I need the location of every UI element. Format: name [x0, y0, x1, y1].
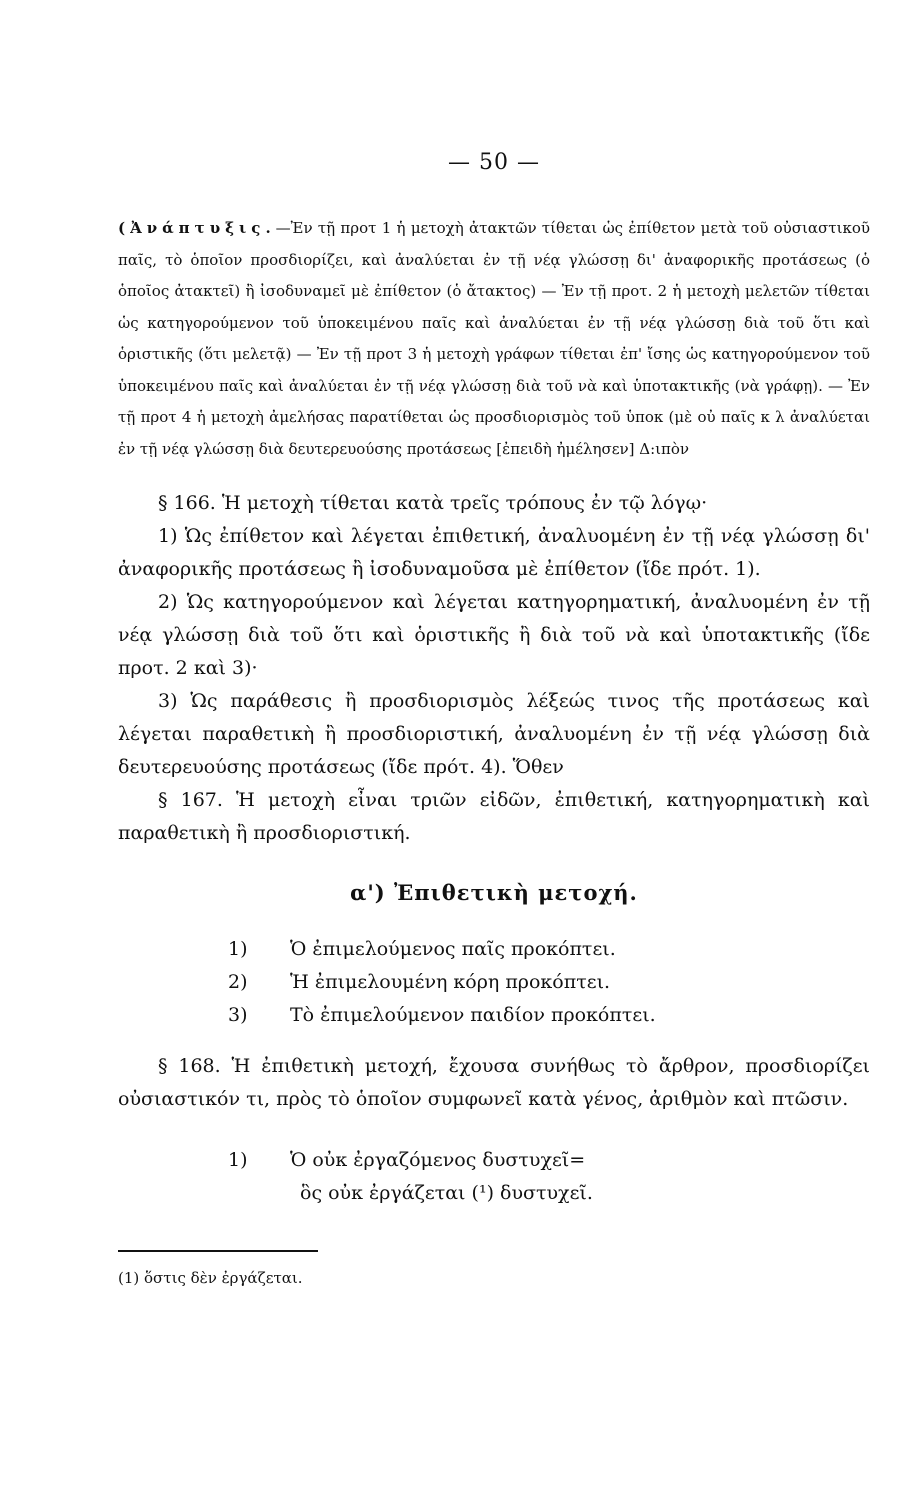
example-text: Ὁ ἐπιμελούμενος παῖς προκόπτει. [290, 938, 616, 960]
analysis-paragraph [118, 213, 870, 465]
section-166-point-1: 1) Ὡς ἐπίθετον καὶ λέγεται ἐπιθετική, ἀναλυομένη ἐν τῇ νέᾳ γλώσσῃ δι' ἀναφορικῆς προτάσεως ἢ ἰσοδυναμοῦσα μὲ ἐπίθετον (ἴδε πρότ. 1). [118, 525, 870, 580]
example-list [118, 933, 870, 1032]
section-166-point-3: 3) Ὡς παράθεσις ἢ προσδιορισμὸς λέξεώς τινος τῆς προτάσεως καὶ λέγεται παραθετικὴ ἢ προσδιοριστική, ἀναλυομένη ἐν τῇ νέᾳ γλώσσῃ διὰ δευτερευούσης προτάσεως (ἴδε πρότ. 4). Ὅθεν [118, 690, 870, 778]
example-continuation: ὃς οὐκ ἐργάζεται (¹) δυστυχεῖ. [300, 1182, 593, 1204]
list-item [118, 966, 870, 999]
section-168: § 168. Ἡ ἐπιθετικὴ μετοχή, ἔχουσα συνήθως τὸ ἄρθρον, προσδιορίζει οὐσιαστικόν τι, πρὸς τὸ ὁποῖον συμφωνεῖ κατὰ γένος, ἀριθμὸν καὶ πτῶσιν. [118, 1055, 870, 1110]
section-166-point-2: 2) Ὡς κατηγορούμενον καὶ λέγεται κατηγορηματική, ἀναλυομένη ἐν τῇ νέᾳ γλώσσῃ διὰ τοῦ ὅτι καὶ ὁριστικῆς ἢ διὰ τοῦ νὰ καὶ ὑποτακτικῆς (ἴδε προτ. 2 καὶ 3)· [118, 591, 870, 679]
example-number: 1) [228, 1149, 248, 1171]
example-text: Ἡ ἐπιμελουμένη κόρη προκόπτει. [290, 971, 611, 993]
list-item [118, 933, 870, 966]
list-item [118, 1144, 870, 1177]
footnote-divider [118, 1250, 318, 1252]
example-text: Ὁ οὐκ ἐργαζόμενος δυστυχεῖ= [290, 1149, 586, 1171]
example-number: 1) [228, 938, 248, 960]
section-heading: α') Ἐπιθετικὴ μετοχή. [350, 880, 638, 905]
example-list-2 [118, 1144, 870, 1177]
list-item [118, 999, 870, 1032]
page-number: — 50 — [448, 150, 540, 175]
footnote: (1) ὅστις δὲν ἐργάζεται. [118, 1269, 303, 1287]
section-166-intro: § 166. Ἡ μετοχὴ τίθεται κατὰ τρεῖς τρόπους ἐν τῷ λόγῳ· [158, 492, 708, 514]
example-number: 2) [228, 971, 248, 993]
example-text: Τὸ ἐπιμελούμενον παιδίον προκόπτει. [290, 1004, 656, 1026]
analysis-label: (Ἀνάπτυξις. [118, 219, 276, 237]
example-number: 3) [228, 1004, 248, 1026]
section-167: § 167. Ἡ μετοχὴ εἶναι τριῶν εἰδῶν, ἐπιθετική, κατηγορηματικὴ καὶ παραθετικὴ ἢ προσδιοριστική. [118, 789, 870, 844]
analysis-text: —Ἐν τῇ προτ 1 ἡ μετοχὴ ἀτακτῶν τίθεται ὡς ἐπίθετον μετὰ τοῦ οὐσιαστικοῦ παῖς, τὸ ὁποῖον προσδιορίζει, καὶ ἀναλύεται ἐν τῇ νέᾳ γλώσσῃ δι' ἀναφορικῆς προτάσεως (ὁ ὁποῖος ἀτακτεῖ) ἢ ἰσοδυναμεῖ μὲ ἐπίθετον (ὁ ἄτακτος) — Ἐν τῇ προτ. 2 ἡ μετοχὴ μελετῶν τίθεται ὡς κατηγορούμενον τοῦ ὑποκειμένου παῖς καὶ ἀναλύεται ἐν τῇ νέᾳ γλώσσῃ διὰ τοῦ ὅτι καὶ ὁριστικῆς (ὅτι μελετᾷ) — Ἐν τῇ προτ 3 ἡ μετοχὴ γράφων τίθεται ἐπ' ἴσης ὡς κατηγορούμενον τοῦ ὑποκειμένου παῖς καὶ ἀναλύεται ἐν τῇ νέᾳ γλώσσῃ διὰ τοῦ νὰ καὶ ὑποτακτικῆς (νὰ γράφῃ). — Ἐν τῇ προτ 4 ἡ μετοχὴ ἀμελήσας παρατίθεται ὡς προσδιορισμὸς τοῦ ὑποκ (μὲ οὐ παῖς κ λ ἀναλύεται ἐν τῇ νέᾳ γλώσσῃ διὰ δευτερευούσης προτάσεως [ἐπειδὴ ἠμέλησεν] Δ:ιπὸν [118, 219, 870, 458]
